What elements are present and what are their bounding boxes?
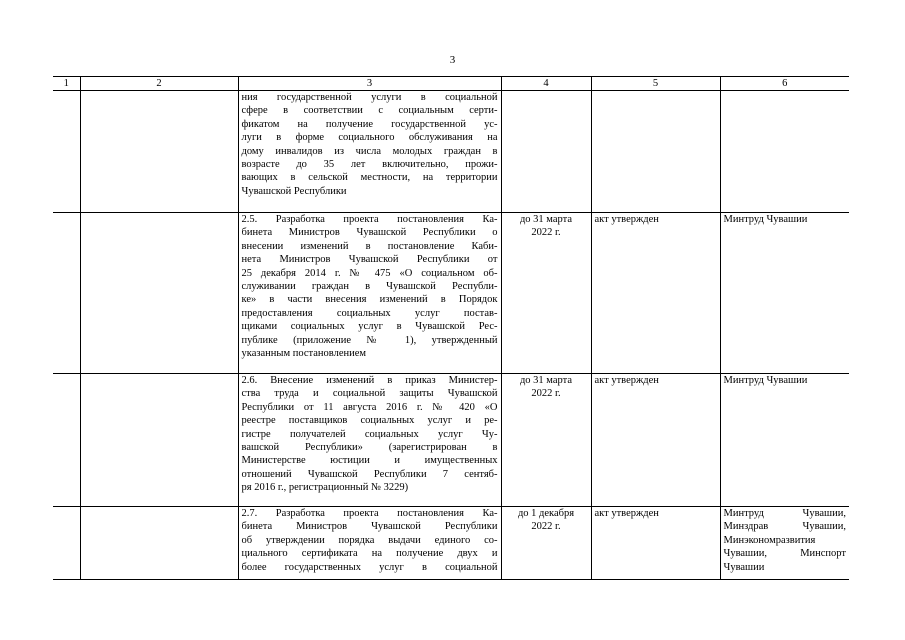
deadline-line: 2022 г. [531, 521, 561, 533]
cell-col2 [80, 374, 238, 507]
column-header-4: 4 [501, 77, 591, 91]
table-row [53, 213, 849, 374]
responsible-line: Минздрав Чувашии, [723, 521, 846, 533]
text-line: щиками социальных услуг в Чувашской Рес- [241, 321, 498, 333]
text-line: указанным постановлением [241, 348, 367, 360]
text-line: предоставления социальных услуг постав- [241, 307, 498, 319]
text-line: отношений Чувашской Республики 7 сентяб- [241, 468, 498, 480]
cell-result: акт утвержден [591, 374, 720, 507]
text-line: нета Министров Чувашской Республики от [241, 254, 498, 266]
responsible-line: Чувашии, Минспорт [723, 548, 846, 560]
text-line: Республики от 11 августа 2016 г. № 420 «О [241, 401, 498, 413]
column-header-3: 3 [238, 77, 501, 91]
text-line: гистре получателей социальных услуг Чу- [241, 428, 498, 440]
text-line: 2.6. Внесение изменений в приказ Министер- [241, 375, 498, 386]
cell-result: акт утвержден [591, 507, 720, 580]
cell-responsible [720, 213, 849, 374]
text-line: публике (приложение № 1), утвержденный [241, 334, 498, 346]
text-line: дому инвалидов из числа молодых граждан в [241, 145, 498, 157]
deadline-line: 2022 г. [531, 227, 561, 239]
text-line: бинета Министров Чувашской Республики о [241, 227, 498, 239]
cell-col2 [80, 213, 238, 374]
text-line: вающих в сельской местности, на территории [241, 172, 498, 184]
deadline-line: до 31 марта [519, 375, 573, 386]
cell-measure [238, 91, 501, 213]
cell-measure [238, 374, 501, 507]
deadline-line: до 31 марта [519, 214, 573, 225]
text-line: реестре поставщиков социальных услуг и ре- [241, 415, 498, 427]
text-line: 2.5. Разработка проекта постановления Ка- [241, 214, 498, 225]
cell-responsible [720, 91, 849, 213]
text-line: 2.7. Разработка проекта постановления Ка- [241, 508, 498, 519]
column-header-5: 5 [591, 77, 720, 91]
table-body [53, 91, 849, 580]
responsible-line: Минтруд Чувашии, [723, 508, 846, 519]
text-line: возрасте до 35 лет включительно, прожи- [241, 159, 498, 171]
cell-measure [238, 507, 501, 580]
text-line: Министерстве юстиции и имущественных [241, 455, 498, 467]
column-header-2: 2 [80, 77, 238, 91]
table-row [53, 507, 849, 580]
cell-result: акт утвержден [591, 213, 720, 374]
cell-deadline [501, 507, 591, 580]
cell-col1 [53, 374, 80, 507]
text-line: ря 2016 г., регистрационный № 3229) [241, 482, 409, 494]
cell-col2 [80, 507, 238, 580]
deadline-line: 2022 г. [531, 388, 561, 400]
text-line: Чувашской Республики [241, 185, 347, 197]
responsible-line: Чувашии [723, 561, 765, 573]
cell-deadline [501, 213, 591, 374]
cell-result [591, 91, 720, 213]
text-line: луги в форме социального обслуживания на [241, 132, 498, 144]
cell-col1 [53, 213, 80, 374]
text-line: об утверждении порядка выдачи единого со- [241, 534, 498, 546]
text-line: фикатом на получение государственной ус- [241, 118, 498, 130]
cell-col1 [53, 507, 80, 580]
cell-deadline [501, 91, 591, 213]
table-header-row [53, 77, 849, 91]
column-header-1: 1 [53, 77, 80, 91]
text-line: бинета Министров Чувашской Республики [241, 521, 498, 533]
table-row [53, 374, 849, 507]
text-line: ства труда и социальной защиты Чувашской [241, 388, 498, 400]
cell-deadline [501, 374, 591, 507]
text-line: 25 декабря 2014 г. № 475 «О социальном об- [241, 267, 498, 279]
cell-responsible [720, 374, 849, 507]
responsible-line: Минтруд Чувашии [723, 214, 808, 225]
text-line: внесении изменений в постановление Каби- [241, 240, 498, 252]
text-line: сфере в соответствии с социальным серти- [241, 105, 498, 117]
page-number: 3 [449, 54, 456, 66]
text-line: более государственных услуг в социальной [241, 561, 498, 573]
text-line: служивании граждан в Чувашской Республи- [241, 281, 498, 293]
text-line: вашской Республики» (зарегистрирован в [241, 442, 498, 454]
table-row [53, 91, 849, 213]
plan-table [53, 76, 849, 580]
responsible-line: Минтруд Чувашии [723, 375, 808, 386]
text-line: ния государственной услуги в социальной [241, 92, 498, 103]
text-line: циального сертификата на получение двух и [241, 548, 498, 560]
deadline-line: до 1 декабря [517, 508, 575, 519]
cell-responsible [720, 507, 849, 580]
text-line: ке» в части внесения изменений в Порядок [241, 294, 498, 306]
cell-measure [238, 213, 501, 374]
responsible-line: Минэкономразвития [723, 534, 816, 546]
column-header-6: 6 [720, 77, 849, 91]
cell-col1 [53, 91, 80, 213]
cell-col2 [80, 91, 238, 213]
